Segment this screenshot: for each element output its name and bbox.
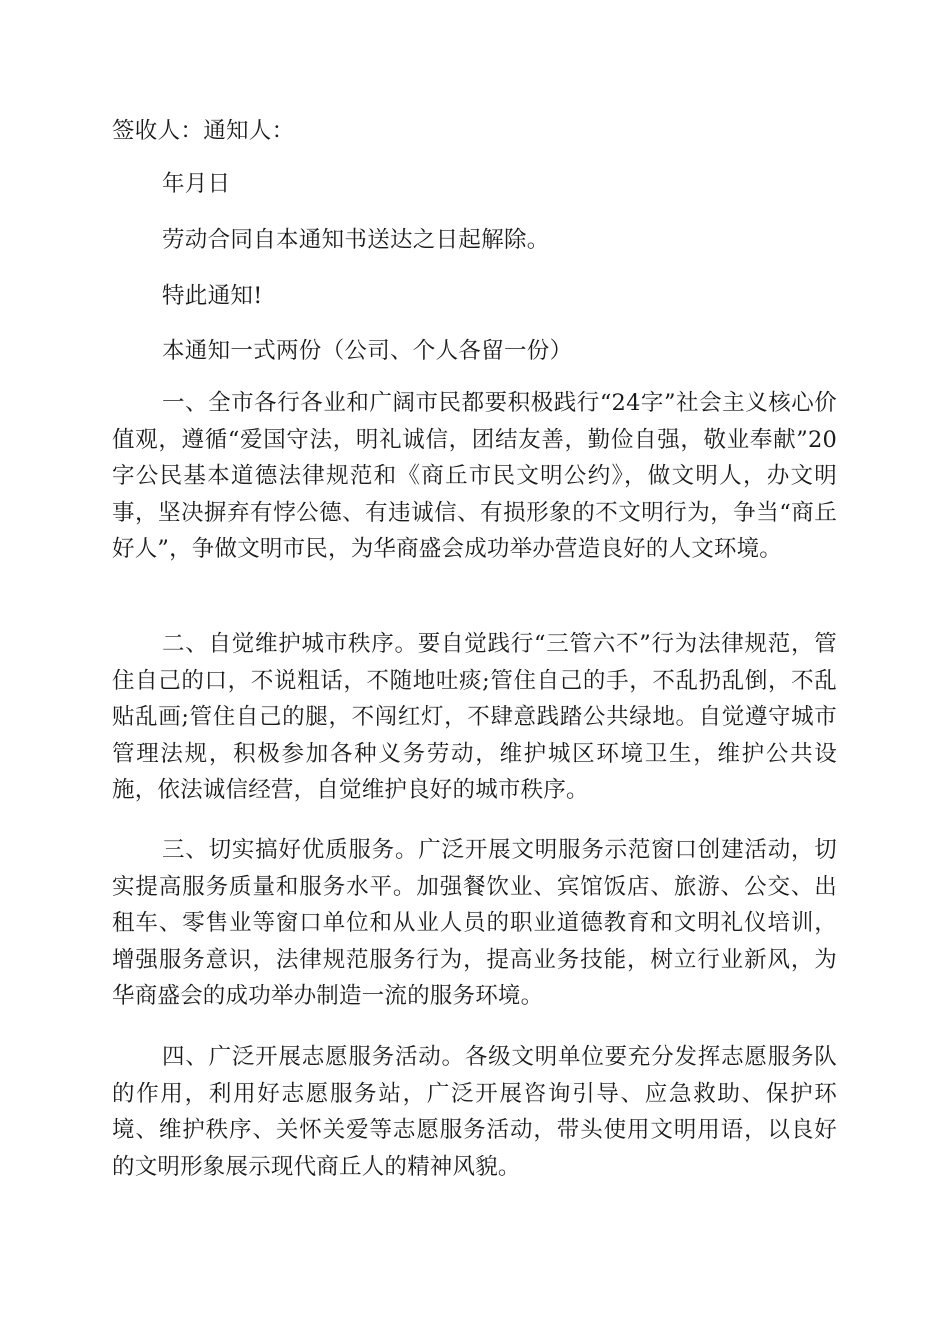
termination-line: 劳动合同自本通知书送达之日起解除。 [162, 227, 550, 253]
copies-line: 本通知一式两份（公司、个人各留一份） [162, 338, 573, 364]
signature-line: 签收人：通知人： [112, 118, 295, 144]
paragraph-4: 四、广泛开展志愿服务活动。各级文明单位要充分发挥志愿服务队的作用，利用好志愿服务站，广泛开展咨询引导、应急救助、保护环境、维护秩序、关怀关爱等志愿服务活动，带头使用文明用语，以良好的文明形象展示现代商丘人的精神风貌。 [112, 1044, 837, 1180]
paragraph-2: 二、自觉维护城市秩序。要自觉践行“三管六不”行为法律规范，管住自己的口，不说粗话，不随地吐痰;管住自己的手，不乱扔乱倒，不乱贴乱画;管住自己的腿，不闯红灯，不肆意践踏公共绿地。自觉遵守城市管理法规，积极参加各种义务劳动，维护城区环境卫生，维护公共设施，依法诚信经营，自觉维护良好的城市秩序。 [112, 631, 837, 803]
date-line: 年月日 [162, 171, 231, 197]
paragraph-3: 三、切实搞好优质服务。广泛开展文明服务示范窗口创建活动，切实提高服务质量和服务水平。加强餐饮业、宾馆饭店、旅游、公交、出租车、零售业等窗口单位和从业人员的职业道德教育和文明礼仪培训，增强服务意识，法律规范服务行为，提高业务技能，树立行业新风，为华商盛会的成功举办制造一流的服务环境。 [112, 837, 837, 1009]
paragraph-1: 一、全市各行各业和广阔市民都要积极践行“24字”社会主义核心价值观，遵循“爱国守法，明礼诚信，团结友善，勤俭自强，敬业奉献”20字公民基本道德法律规范和《商丘市民文明公约》，做文明人，办文明事，坚决摒弃有悖公德、有违诚信、有损形象的不文明行为，争当“商丘好人”，争做文明市民，为华商盛会成功举办营造良好的人文环境。 [112, 390, 837, 562]
notice-line: 特此通知! [162, 283, 263, 309]
